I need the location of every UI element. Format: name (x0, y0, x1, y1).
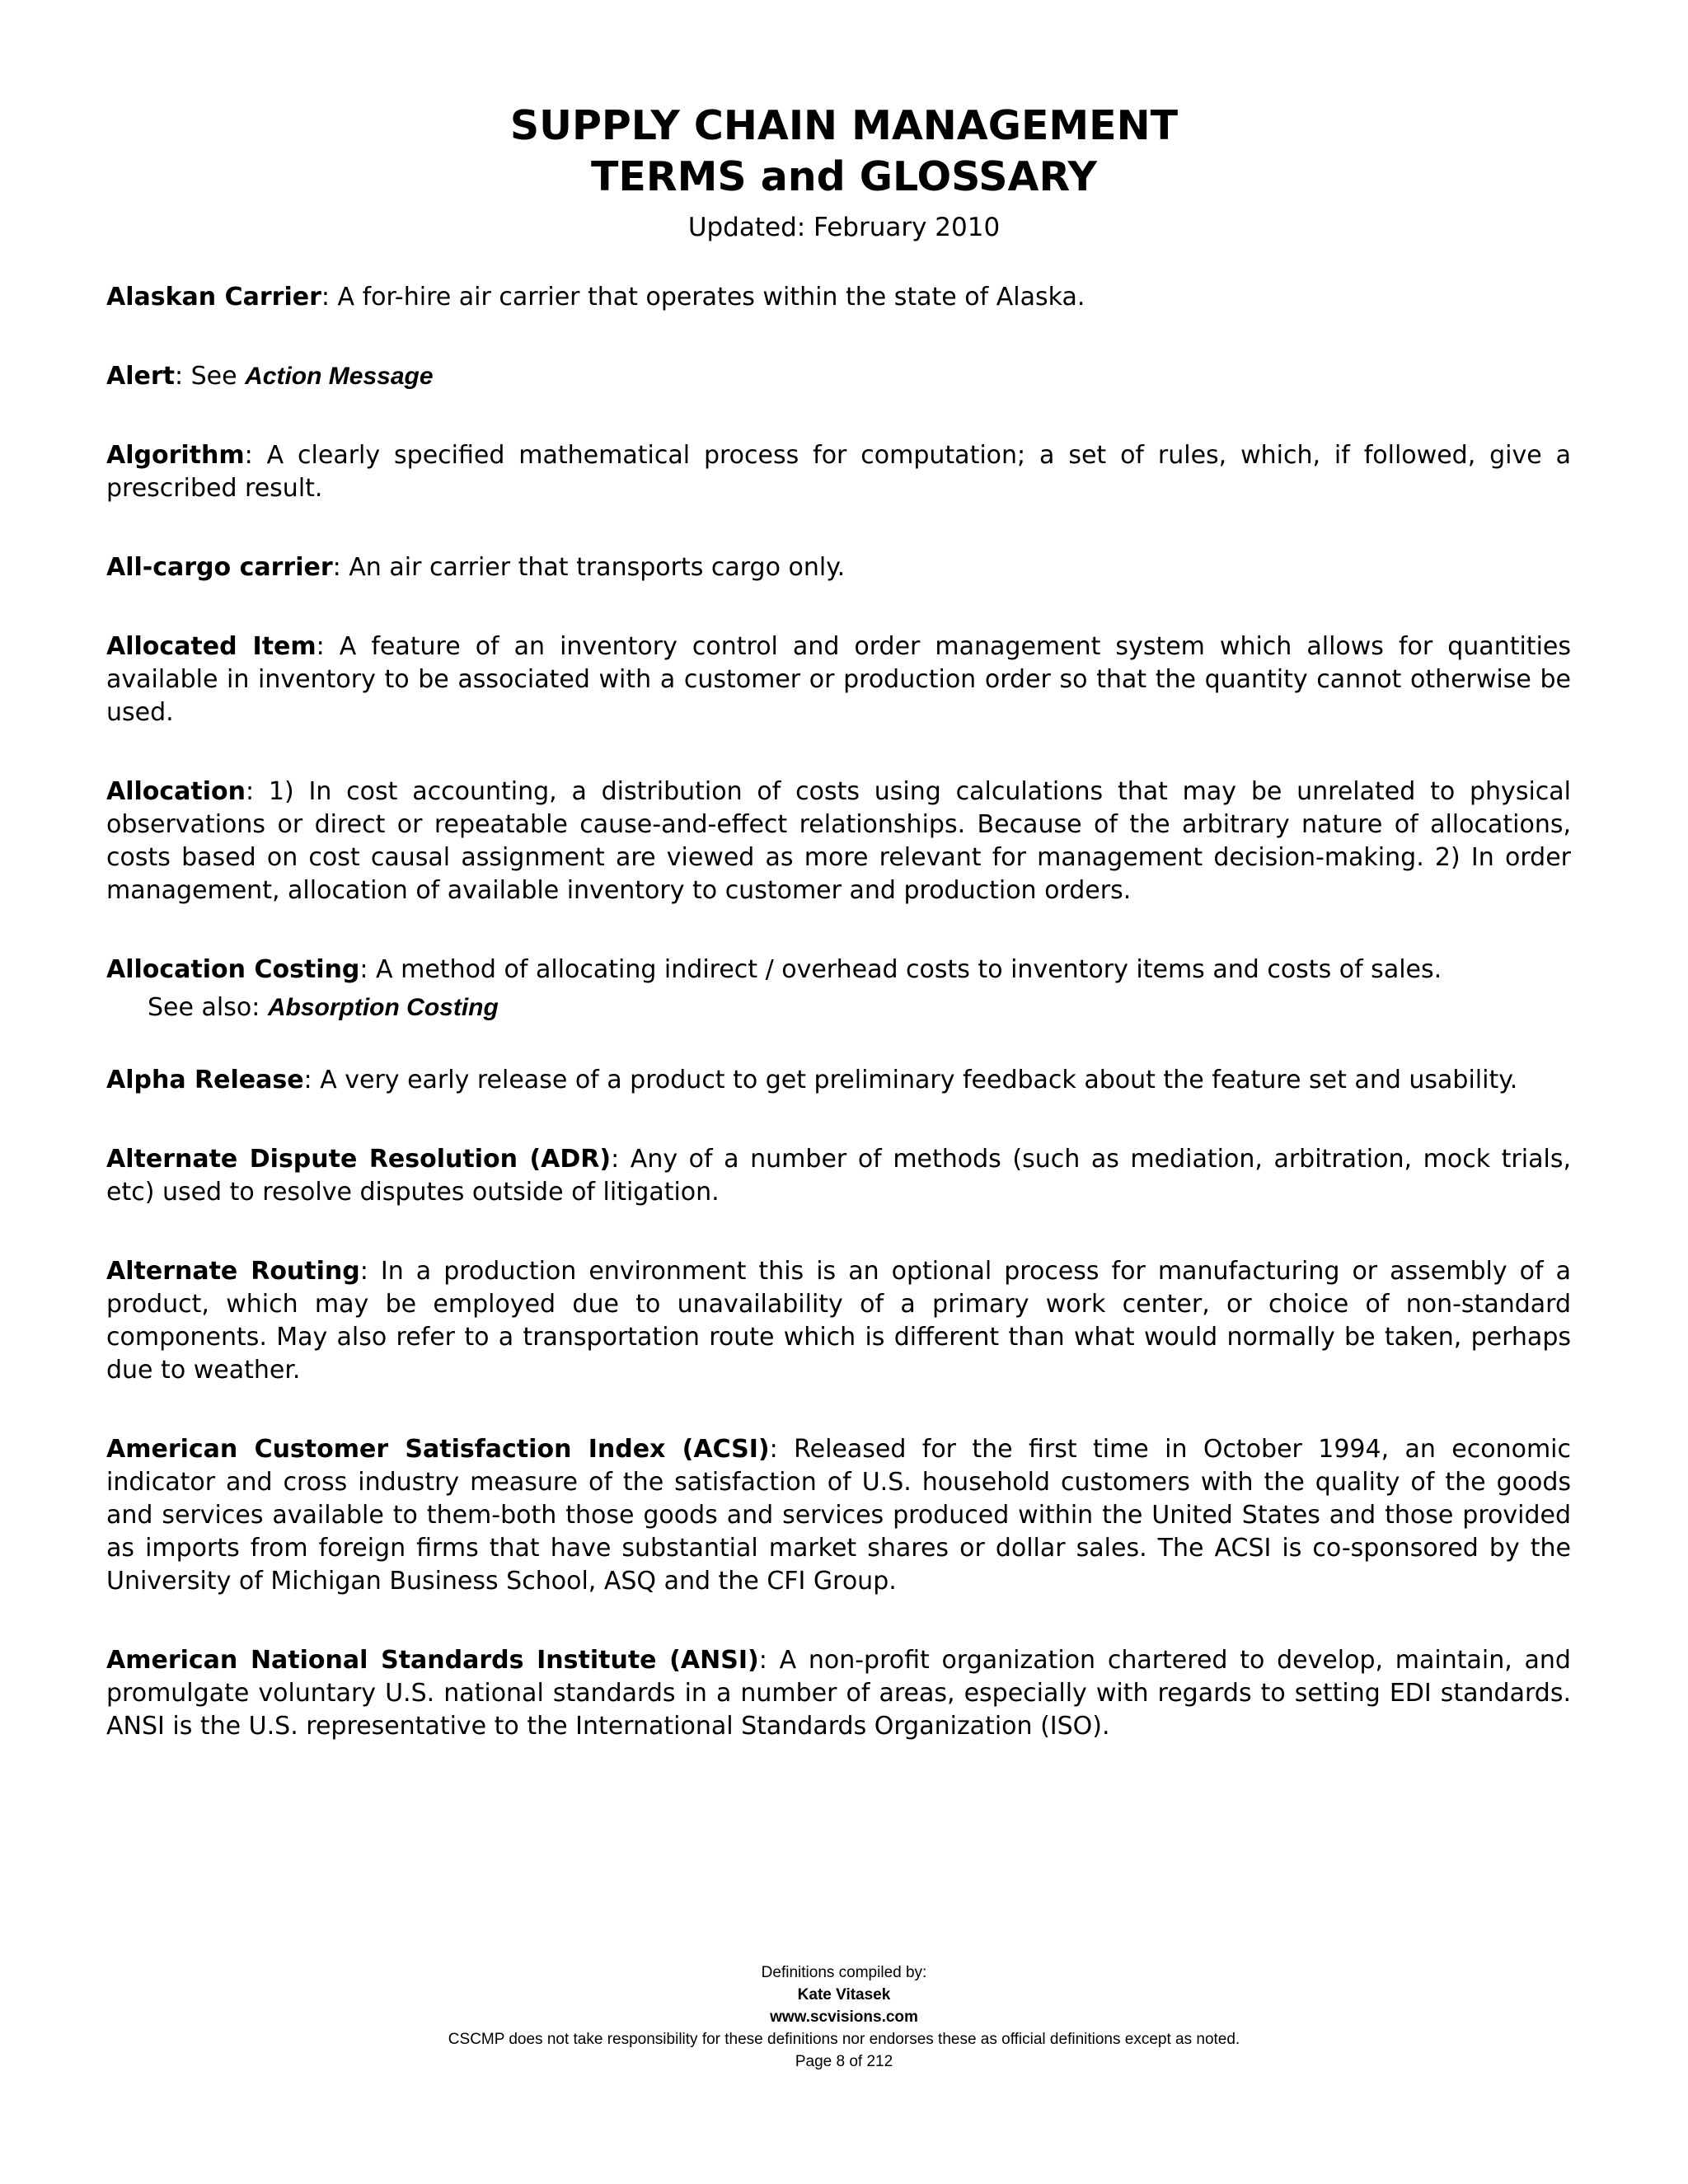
glossary-entry (106, 1143, 1571, 1209)
entry-definition: : Released for the first time in October 1994, an economic indicator and cross industry measure of the satisfaction of U.S. household customers with the quality of the goods and services available to them-both those goods and services produced within the United States and those provided as imports from foreign firms that have substantial market shares or dollar sales. The ACSI is co-sponsored by the University of Michigan Business School, ASQ and the CFI Group. (106, 1435, 1571, 1596)
entry-cross-reference: Action Message (245, 363, 434, 390)
entry-term: American National Standards Institute (ANSI) (106, 1646, 759, 1675)
glossary-entry (106, 281, 1571, 314)
entry-definition: : See (174, 362, 246, 391)
see-also-label: See also: (148, 993, 268, 1022)
glossary-entry (106, 1064, 1571, 1097)
entry-definition: : A very early release of a product to get preliminary feedback about the feature set and usability. (303, 1066, 1518, 1094)
entry-definition: : A feature of an inventory control and order management system which allows for quantities available in inventory to be associated with a customer or production order so that the quantity cannot otherwise be used. (106, 632, 1571, 727)
entry-definition: : 1) In cost accounting, a distribution of costs using calculations that may be unrelated to physical observations or direct or repeatable cause-and-effect relationships. Because of the arbitrary nature of allocations, costs based on cost causal assignment are viewed as more relevant for management decision-making. 2) In order management, allocation of available inventory to customer and production orders. (106, 777, 1571, 905)
glossary-entry (106, 1644, 1571, 1743)
entry-term: Alternate Dispute Resolution (ADR) (106, 1145, 612, 1174)
footer-disclaimer: CSCMP does not take responsibility for these definitions nor endorses these as official definitions except as noted. (448, 2031, 1240, 2048)
entry-term: Alert (106, 362, 175, 391)
glossary-entry (106, 954, 1571, 1024)
entry-term: Alaskan Carrier (106, 283, 321, 312)
footer-website: www.scvisions.com (770, 2008, 918, 2026)
glossary-entry (106, 776, 1571, 907)
entry-definition: : A non-profit organization chartered to develop, maintain, and promulgate voluntary U.S. national standards in a number of areas, especially with regards to setting EDI standards. ANSI is the U.S. representative to the International Standards Organization (ISO). (106, 1646, 1571, 1741)
glossary-entry (106, 360, 1571, 393)
glossary-entry (106, 551, 1571, 584)
entry-definition: : In a production environment this is an optional process for manufacturing or assembly of a product, which may be employed due to unavailability of a primary work center, or choice of non-standard components. May also refer to a transportation route which is different than what would normally be taken, perhaps due to weather. (106, 1257, 1571, 1385)
title-line-1: SUPPLY CHAIN MANAGEMENT (509, 102, 1179, 149)
updated-date: Updated: February 2010 (687, 213, 1001, 242)
entry-definition: : Any of a number of methods (such as mediation, arbitration, mock trials, etc) used to resolve disputes outside of litigation. (106, 1145, 1571, 1207)
title-line-2: TERMS and GLOSSARY (590, 153, 1097, 200)
entry-term: Algorithm (106, 441, 245, 470)
entry-term: Alpha Release (106, 1066, 304, 1094)
entry-definition: : An air carrier that transports cargo only. (332, 553, 846, 582)
entry-definition: : A for-hire air carrier that operates within the state of Alaska. (321, 283, 1085, 312)
entry-definition: : A method of allocating indirect / overhead costs to inventory items and costs of sales. (359, 955, 1442, 984)
page-footer (0, 1961, 1688, 2073)
footer-compiled-by: Definitions compiled by: (761, 1964, 927, 1981)
footer-page-number: Page 8 of 212 (795, 2053, 893, 2070)
entry-term: American Customer Satisfaction Index (ACSI) (106, 1435, 770, 1464)
entry-term: All-cargo carrier (106, 553, 333, 582)
glossary-entry (106, 1255, 1571, 1387)
see-also-line (106, 991, 1571, 1024)
glossary-entry (106, 439, 1571, 505)
entry-term: Alternate Routing (106, 1257, 360, 1286)
entry-term: Allocated Item (106, 632, 316, 661)
entry-definition: : A clearly specified mathematical process for computation; a set of rules, which, if followed, give a prescribed result. (106, 441, 1571, 503)
entry-term: Allocation Costing (106, 955, 360, 984)
glossary-entry (106, 1433, 1571, 1598)
footer-author: Kate Vitasek (797, 1986, 891, 2004)
glossary-entry (106, 630, 1571, 729)
entry-term: Allocation (106, 777, 246, 806)
entry-cross-reference: Absorption Costing (267, 994, 499, 1021)
document-header (0, 101, 1688, 244)
glossary-entries (106, 281, 1571, 1789)
